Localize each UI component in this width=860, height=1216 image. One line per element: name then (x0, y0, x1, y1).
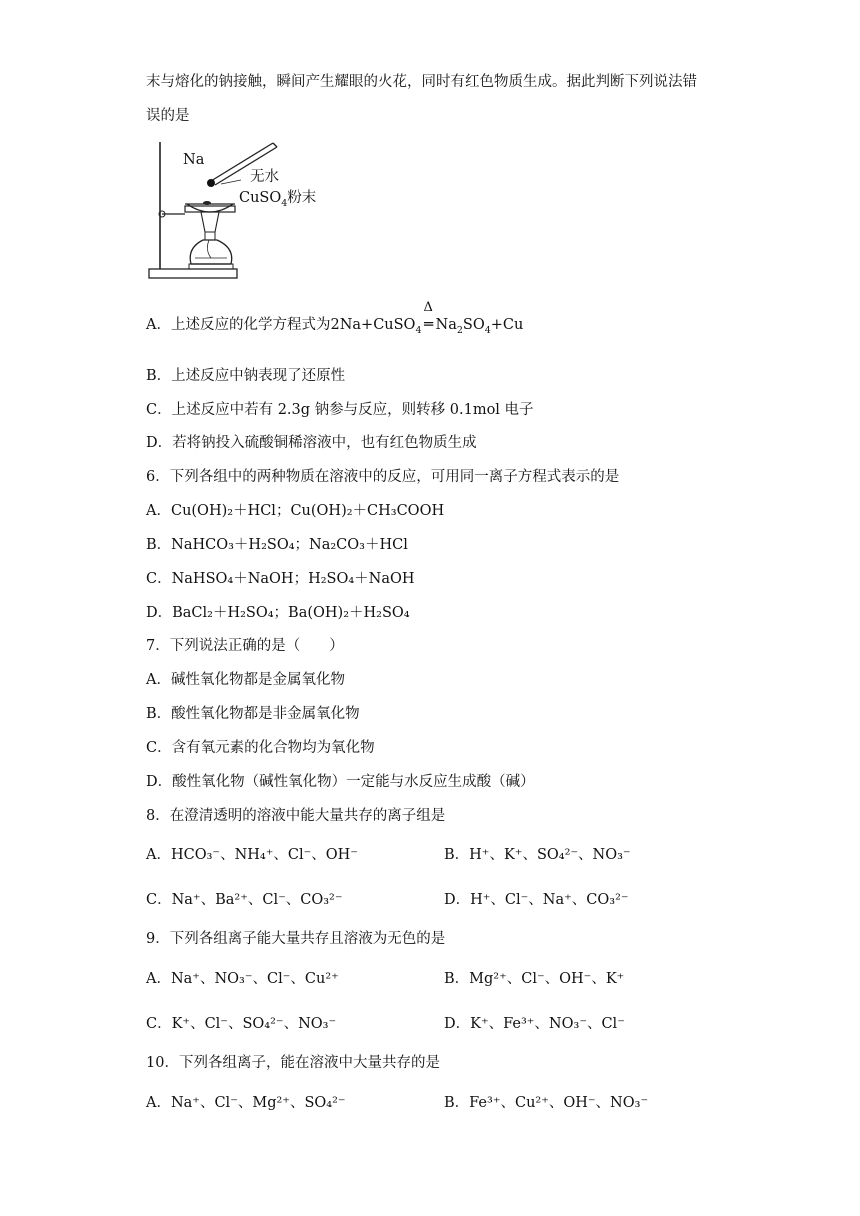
q6-option-b: B．NaHCO₃＋H₂SO₄；Na₂CO₃＋HCl (146, 537, 408, 553)
sodium-heating-apparatus-diagram (143, 140, 323, 282)
q9-option-d: D．K⁺、Fe³⁺、NO₃⁻、Cl⁻ (444, 1016, 625, 1032)
delta-symbol: Δ (423, 300, 433, 315)
q6-option-a: A．Cu(OH)₂＋HCl；Cu(OH)₂＋CH₃COOH (146, 503, 445, 519)
label-cuso4-subscript: 4 (281, 197, 288, 209)
q7-option-c: C．含有氧元素的化合物均为氧化物 (146, 740, 375, 756)
q7-option-a: A．碱性氧化物都是金属氧化物 (146, 672, 345, 688)
q8-option-c: C．Na⁺、Ba²⁺、Cl⁻、CO₃²⁻ (146, 892, 343, 908)
q5-option-b: B．上述反应中钠表现了还原性 (146, 368, 346, 384)
q9-stem: 9．下列各组离子能大量共存且溶液为无色的是 (146, 931, 446, 947)
q8-stem: 8．在澄清透明的溶液中能大量共存的离子组是 (146, 808, 446, 824)
q7-stem: 7．下列说法正确的是（ ） (146, 638, 344, 654)
label-anhydrous: 无水 (250, 169, 279, 185)
q7-option-b: B．酸性氧化物都是非金属氧化物 (146, 706, 360, 722)
q5-option-d: D．若将钠投入硫酸铜稀溶液中，也有红色物质生成 (146, 435, 477, 451)
q5-equation-left: 2Na+CuSO (330, 317, 416, 333)
intro-line-2: 误的是 (146, 108, 190, 124)
label-cuso4: CuSO (239, 190, 282, 206)
q9-option-b: B．Mg²⁺、Cl⁻、OH⁻、K⁺ (444, 971, 625, 987)
q5-option-a: A．上述反应的化学方程式为2Na+CuSO$_4$ Δ ═ $Na_2SO_4+Cu$ (146, 300, 524, 336)
label-cuso4-powder (239, 186, 316, 207)
q10-stem: 10．下列各组离子，能在溶液中大量共存的是 (146, 1055, 440, 1071)
q9-option-a: A．Na⁺、NO₃⁻、Cl⁻、Cu²⁺ (146, 971, 339, 987)
q5-equation-right-cu: +Cu (490, 317, 524, 333)
q10-option-a: A．Na⁺、Cl⁻、Mg²⁺、SO₄²⁻ (146, 1095, 346, 1111)
label-na: Na (183, 152, 205, 168)
q8-option-d: D．H⁺、Cl⁻、Na⁺、CO₃²⁻ (444, 892, 629, 908)
q6-stem: 6．下列各组中的两种物质在溶液中的反应，可用同一离子方程式表示的是 (146, 469, 620, 485)
q8-option-b: B．H⁺、K⁺、SO₄²⁻、NO₃⁻ (444, 847, 631, 863)
label-powder: 粉末 (287, 190, 317, 206)
q10-option-b: B．Fe³⁺、Cu²⁺、OH⁻、NO₃⁻ (444, 1095, 649, 1111)
q5-option-c: C．上述反应中若有 2.3g 钠参与反应，则转移 0.1mol 电子 (146, 402, 534, 418)
q7-option-d: D．酸性氧化物（碱性氧化物）一定能与水反应生成酸（碱） (146, 774, 535, 790)
q5-equation-right-so: SO (462, 317, 485, 333)
apparatus-figure (143, 140, 323, 286)
q5-option-a-prefix: A．上述反应的化学方程式为 (146, 317, 331, 333)
q6-option-d: D．BaCl₂＋H₂SO₄；Ba(OH)₂＋H₂SO₄ (146, 605, 410, 621)
q8-option-a: A．HCO₃⁻、NH₄⁺、Cl⁻、OH⁻ (146, 847, 358, 863)
heating-equals-sign: Δ ═ (423, 300, 434, 333)
q6-option-c: C．NaHSO₄＋NaOH；H₂SO₄＋NaOH (146, 571, 415, 587)
q9-option-c: C．K⁺、Cl⁻、SO₄²⁻、NO₃⁻ (146, 1016, 337, 1032)
intro-line-1: 末与熔化的钠接触，瞬间产生耀眼的火花，同时有红色物质生成。据此判断下列说法错 (146, 74, 697, 90)
q5-equation-right-na: Na (435, 317, 457, 333)
